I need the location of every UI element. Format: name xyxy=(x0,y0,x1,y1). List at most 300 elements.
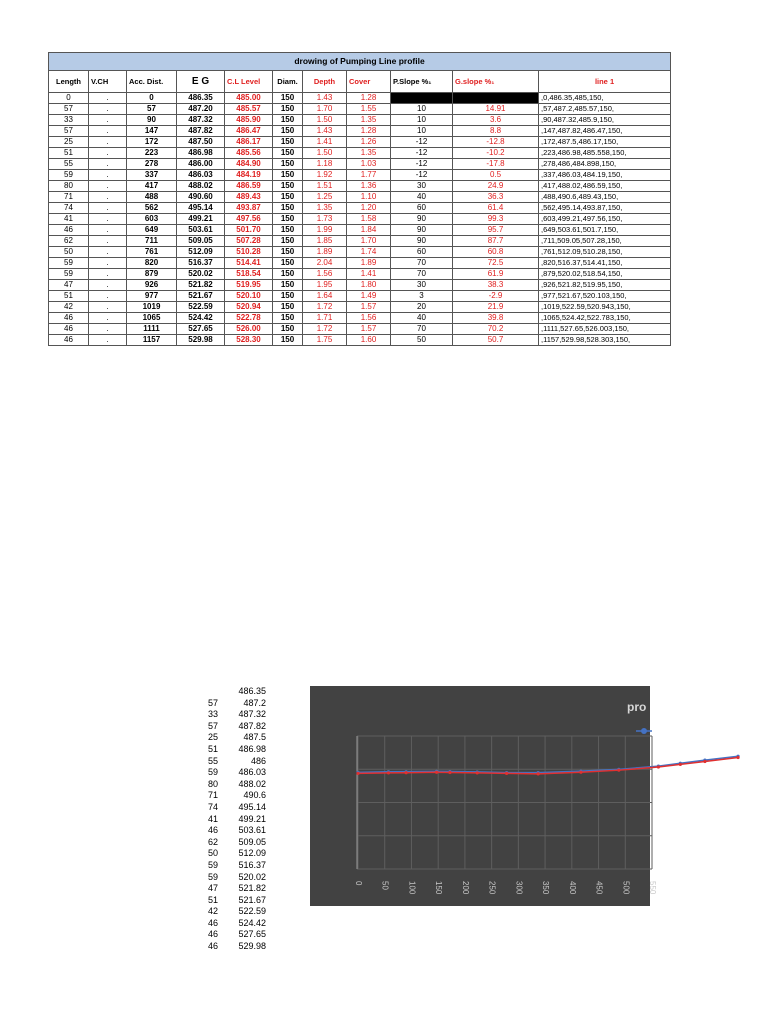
cell-depth[interactable]: 1.43 xyxy=(303,126,347,137)
cell-cover[interactable]: 1.03 xyxy=(347,159,391,170)
cell-length[interactable]: 47 xyxy=(49,280,89,291)
length-value[interactable]: 46 xyxy=(207,929,218,940)
cell-cover[interactable]: 1.56 xyxy=(347,313,391,324)
cell-acc-dist[interactable]: 417 xyxy=(127,181,177,192)
cell-line-1[interactable]: ,562,495.14,493.87,150, xyxy=(539,203,671,214)
cell-acc-dist[interactable]: 603 xyxy=(127,214,177,225)
cell-cover[interactable]: 1.57 xyxy=(347,302,391,313)
cell-eg[interactable]: 486.35 xyxy=(177,93,225,104)
cell-length[interactable]: 59 xyxy=(49,269,89,280)
cell-length[interactable]: 46 xyxy=(49,225,89,236)
cell-acc-dist[interactable]: 820 xyxy=(127,258,177,269)
cell-diam[interactable]: 150 xyxy=(273,225,303,236)
cell-length[interactable]: 74 xyxy=(49,203,89,214)
length-value[interactable]: 33 xyxy=(207,709,218,720)
cell-line-1[interactable]: ,1019,522.59,520.943,150, xyxy=(539,302,671,313)
cell-line-1[interactable]: ,278,486,484.898,150, xyxy=(539,159,671,170)
cell-acc-dist[interactable]: 147 xyxy=(127,126,177,137)
cell-cover[interactable]: 1.58 xyxy=(347,214,391,225)
cell-vch[interactable]: . xyxy=(89,181,127,192)
cell-depth[interactable]: 1.18 xyxy=(303,159,347,170)
cell-length[interactable]: 42 xyxy=(49,302,89,313)
cell-depth[interactable]: 1.41 xyxy=(303,137,347,148)
cell-diam[interactable]: 150 xyxy=(273,93,303,104)
cell-g-slope[interactable]: 0.5 xyxy=(453,170,539,181)
cell-vch[interactable]: . xyxy=(89,291,127,302)
length-value[interactable]: 46 xyxy=(207,825,218,836)
length-value[interactable]: 62 xyxy=(207,836,218,847)
cell-g-slope[interactable]: 8.8 xyxy=(453,126,539,137)
cell-eg[interactable]: 522.59 xyxy=(177,302,225,313)
cell-g-slope[interactable]: 95.7 xyxy=(453,225,539,236)
cell-p-slope[interactable]: 60 xyxy=(391,247,453,258)
cell-eg[interactable]: 499.21 xyxy=(177,214,225,225)
cell-p-slope[interactable]: -12 xyxy=(391,170,453,181)
cell-g-slope[interactable]: 61.9 xyxy=(453,269,539,280)
length-value[interactable]: 51 xyxy=(207,894,218,905)
cell-depth[interactable]: 1.89 xyxy=(303,247,347,258)
cell-diam[interactable]: 150 xyxy=(273,115,303,126)
cell-g-slope[interactable]: 72.5 xyxy=(453,258,539,269)
cell-length[interactable]: 51 xyxy=(49,148,89,159)
header-acc-dist[interactable]: Acc. Dist. xyxy=(127,71,177,93)
cell-diam[interactable]: 150 xyxy=(273,203,303,214)
cell-line-1[interactable]: ,879,520.02,518.54,150, xyxy=(539,269,671,280)
length-value[interactable]: 55 xyxy=(207,755,218,766)
cell-vch[interactable]: . xyxy=(89,214,127,225)
elevation-value[interactable]: 487.5 xyxy=(243,732,266,743)
cell-cover[interactable]: 1.89 xyxy=(347,258,391,269)
cell-vch[interactable]: . xyxy=(89,247,127,258)
cell-diam[interactable]: 150 xyxy=(273,335,303,346)
cell-length[interactable]: 0 xyxy=(49,93,89,104)
cell-eg[interactable]: 524.42 xyxy=(177,313,225,324)
cell-eg[interactable]: 529.98 xyxy=(177,335,225,346)
header-p-slope[interactable]: P.Slope %₁ xyxy=(391,71,453,93)
cell-g-slope[interactable]: 21.9 xyxy=(453,302,539,313)
cell-line-1[interactable]: ,977,521.67,520.103,150, xyxy=(539,291,671,302)
cell-eg[interactable]: 487.50 xyxy=(177,137,225,148)
cell-depth[interactable]: 1.72 xyxy=(303,302,347,313)
cell-length[interactable]: 41 xyxy=(49,214,89,225)
cell-depth[interactable]: 1.50 xyxy=(303,148,347,159)
cell-acc-dist[interactable]: 761 xyxy=(127,247,177,258)
cell-cover[interactable]: 1.57 xyxy=(347,324,391,335)
cell-eg[interactable]: 509.05 xyxy=(177,236,225,247)
cell-length[interactable]: 46 xyxy=(49,335,89,346)
elevation-value[interactable]: 527.65 xyxy=(238,929,266,940)
cell-cl-level[interactable]: 501.70 xyxy=(225,225,273,236)
cell-acc-dist[interactable]: 90 xyxy=(127,115,177,126)
cell-g-slope[interactable]: 36.3 xyxy=(453,192,539,203)
elevation-value[interactable]: 486.03 xyxy=(238,767,266,778)
cell-length[interactable]: 71 xyxy=(49,192,89,203)
cell-vch[interactable]: . xyxy=(89,203,127,214)
elevation-value[interactable]: 521.82 xyxy=(238,883,266,894)
cell-depth[interactable]: 1.72 xyxy=(303,324,347,335)
cell-depth[interactable]: 1.95 xyxy=(303,280,347,291)
cell-cl-level[interactable]: 520.94 xyxy=(225,302,273,313)
cell-p-slope[interactable]: 30 xyxy=(391,181,453,192)
elevation-value[interactable]: 520.02 xyxy=(238,871,266,882)
cell-cover[interactable]: 1.49 xyxy=(347,291,391,302)
cell-depth[interactable]: 1.56 xyxy=(303,269,347,280)
elevation-value[interactable]: 486.35 xyxy=(238,686,266,696)
cell-cover[interactable]: 1.70 xyxy=(347,236,391,247)
cell-cl-level[interactable]: 484.19 xyxy=(225,170,273,181)
cell-vch[interactable]: . xyxy=(89,93,127,104)
elevation-value[interactable]: 524.42 xyxy=(238,917,266,928)
cell-p-slope[interactable]: -12 xyxy=(391,148,453,159)
cell-acc-dist[interactable]: 1157 xyxy=(127,335,177,346)
cell-line-1[interactable]: ,488,490.6,489.43,150, xyxy=(539,192,671,203)
elevation-value[interactable]: 503.61 xyxy=(238,825,266,836)
cell-acc-dist[interactable]: 57 xyxy=(127,104,177,115)
cell-cl-level[interactable]: 528.30 xyxy=(225,335,273,346)
cell-depth[interactable]: 1.92 xyxy=(303,170,347,181)
cell-cl-level[interactable]: 522.78 xyxy=(225,313,273,324)
cell-cover[interactable]: 1.35 xyxy=(347,148,391,159)
header-eg[interactable]: E G xyxy=(177,71,225,93)
cell-g-slope[interactable]: -10.2 xyxy=(453,148,539,159)
cell-depth[interactable]: 1.75 xyxy=(303,335,347,346)
cell-g-slope[interactable]: 50.7 xyxy=(453,335,539,346)
cell-p-slope[interactable]: 90 xyxy=(391,225,453,236)
cell-depth[interactable]: 2.04 xyxy=(303,258,347,269)
cell-line-1[interactable]: ,57,487.2,485.57,150, xyxy=(539,104,671,115)
header-length[interactable]: Length xyxy=(49,71,89,93)
cell-diam[interactable]: 150 xyxy=(273,258,303,269)
cell-line-1[interactable]: ,649,503.61,501.7,150, xyxy=(539,225,671,236)
cell-p-slope[interactable]: 90 xyxy=(391,214,453,225)
cell-cover[interactable]: 1.10 xyxy=(347,192,391,203)
cell-diam[interactable]: 150 xyxy=(273,159,303,170)
cell-vch[interactable]: . xyxy=(89,126,127,137)
cell-vch[interactable]: . xyxy=(89,236,127,247)
cell-cl-level[interactable]: 519.95 xyxy=(225,280,273,291)
cell-cl-level[interactable]: 514.41 xyxy=(225,258,273,269)
length-value[interactable]: 59 xyxy=(207,871,218,882)
cell-acc-dist[interactable]: 977 xyxy=(127,291,177,302)
cell-p-slope[interactable]: 40 xyxy=(391,313,453,324)
cell-length[interactable]: 51 xyxy=(49,291,89,302)
cell-depth[interactable]: 1.25 xyxy=(303,192,347,203)
length-value[interactable]: 80 xyxy=(207,778,218,789)
cell-line-1[interactable]: ,172,487.5,486.17,150, xyxy=(539,137,671,148)
cell-g-slope[interactable]: -2.9 xyxy=(453,291,539,302)
cell-acc-dist[interactable]: 879 xyxy=(127,269,177,280)
cell-eg[interactable]: 495.14 xyxy=(177,203,225,214)
cell-length[interactable]: 57 xyxy=(49,126,89,137)
cell-vch[interactable]: . xyxy=(89,192,127,203)
cell-g-slope[interactable]: 60.8 xyxy=(453,247,539,258)
length-value[interactable]: 25 xyxy=(207,732,218,743)
cell-diam[interactable]: 150 xyxy=(273,104,303,115)
cell-vch[interactable]: . xyxy=(89,313,127,324)
cell-p-slope[interactable]: 70 xyxy=(391,258,453,269)
cell-eg[interactable]: 487.20 xyxy=(177,104,225,115)
header-cover[interactable]: Cover xyxy=(347,71,391,93)
cell-depth[interactable]: 1.64 xyxy=(303,291,347,302)
cell-g-slope[interactable]: 3.6 xyxy=(453,115,539,126)
cell-eg[interactable]: 486.98 xyxy=(177,148,225,159)
cell-depth[interactable]: 1.70 xyxy=(303,104,347,115)
cell-eg[interactable]: 521.67 xyxy=(177,291,225,302)
cell-diam[interactable]: 150 xyxy=(273,313,303,324)
cell-diam[interactable]: 150 xyxy=(273,302,303,313)
length-value[interactable]: 50 xyxy=(207,848,218,859)
header-depth[interactable]: Depth xyxy=(303,71,347,93)
cell-length[interactable]: 46 xyxy=(49,313,89,324)
cell-cover[interactable]: 1.36 xyxy=(347,181,391,192)
cell-length[interactable]: 59 xyxy=(49,258,89,269)
length-value[interactable]: 47 xyxy=(207,883,218,894)
cell-line-1[interactable]: ,761,512.09,510.28,150, xyxy=(539,247,671,258)
cell-line-1[interactable]: ,711,509.05,507.28,150, xyxy=(539,236,671,247)
length-value[interactable]: 42 xyxy=(207,906,218,917)
cell-vch[interactable]: . xyxy=(89,280,127,291)
cell-length[interactable]: 57 xyxy=(49,104,89,115)
cell-depth[interactable]: 1.43 xyxy=(303,93,347,104)
cell-cover[interactable]: 1.28 xyxy=(347,126,391,137)
cell-p-slope[interactable]: 20 xyxy=(391,302,453,313)
length-value[interactable]: 57 xyxy=(207,720,218,731)
header-cl-level[interactable]: C.L Level xyxy=(225,71,273,93)
cell-length[interactable]: 46 xyxy=(49,324,89,335)
cell-eg[interactable]: 527.65 xyxy=(177,324,225,335)
cell-cover[interactable]: 1.77 xyxy=(347,170,391,181)
cell-vch[interactable]: . xyxy=(89,104,127,115)
cell-line-1[interactable]: ,90,487.32,485.9,150, xyxy=(539,115,671,126)
cell-eg[interactable]: 486.03 xyxy=(177,170,225,181)
cell-eg[interactable]: 512.09 xyxy=(177,247,225,258)
cell-p-slope[interactable]: 40 xyxy=(391,192,453,203)
table-title[interactable]: drowing of Pumping Line profile xyxy=(49,53,671,71)
cell-eg[interactable]: 486.00 xyxy=(177,159,225,170)
cell-p-slope[interactable] xyxy=(391,93,453,104)
length-value[interactable]: 59 xyxy=(207,767,218,778)
cell-line-1[interactable]: ,223,486.98,485.558,150, xyxy=(539,148,671,159)
cell-vch[interactable]: . xyxy=(89,302,127,313)
cell-length[interactable]: 55 xyxy=(49,159,89,170)
cell-acc-dist[interactable]: 337 xyxy=(127,170,177,181)
cell-depth[interactable]: 1.85 xyxy=(303,236,347,247)
cell-length[interactable]: 62 xyxy=(49,236,89,247)
cell-g-slope[interactable]: 61.4 xyxy=(453,203,539,214)
cell-cl-level[interactable]: 497.56 xyxy=(225,214,273,225)
cell-depth[interactable]: 1.35 xyxy=(303,203,347,214)
cell-vch[interactable]: . xyxy=(89,225,127,236)
cell-diam[interactable]: 150 xyxy=(273,192,303,203)
cell-depth[interactable]: 1.71 xyxy=(303,313,347,324)
elevation-value[interactable]: 488.02 xyxy=(238,778,266,789)
elevation-value[interactable]: 495.14 xyxy=(238,801,266,812)
cell-acc-dist[interactable]: 1111 xyxy=(127,324,177,335)
cell-line-1[interactable]: ,1065,524.42,522.783,150, xyxy=(539,313,671,324)
cell-cl-level[interactable]: 510.28 xyxy=(225,247,273,258)
elevation-value[interactable]: 529.98 xyxy=(238,941,266,952)
cell-cl-level[interactable]: 507.28 xyxy=(225,236,273,247)
cell-p-slope[interactable]: 10 xyxy=(391,115,453,126)
cell-cover[interactable]: 1.26 xyxy=(347,137,391,148)
cell-line-1[interactable]: ,1157,529.98,528.303,150, xyxy=(539,335,671,346)
cell-acc-dist[interactable]: 926 xyxy=(127,280,177,291)
cell-cl-level[interactable]: 485.90 xyxy=(225,115,273,126)
cell-line-1[interactable]: ,417,488.02,486.59,150, xyxy=(539,181,671,192)
cell-diam[interactable]: 150 xyxy=(273,137,303,148)
cell-cl-level[interactable]: 489.43 xyxy=(225,192,273,203)
cell-cl-level[interactable]: 485.56 xyxy=(225,148,273,159)
cell-acc-dist[interactable]: 223 xyxy=(127,148,177,159)
cell-depth[interactable]: 1.51 xyxy=(303,181,347,192)
cell-depth[interactable]: 1.73 xyxy=(303,214,347,225)
elevation-value[interactable]: 486.98 xyxy=(238,743,266,754)
cell-eg[interactable]: 488.02 xyxy=(177,181,225,192)
length-value[interactable]: 51 xyxy=(207,743,218,754)
cell-acc-dist[interactable]: 0 xyxy=(127,93,177,104)
cell-acc-dist[interactable]: 172 xyxy=(127,137,177,148)
length-value[interactable]: 46 xyxy=(207,941,218,952)
elevation-value[interactable]: 487.82 xyxy=(238,720,266,731)
cell-p-slope[interactable]: -12 xyxy=(391,137,453,148)
cell-acc-dist[interactable]: 488 xyxy=(127,192,177,203)
cell-depth[interactable]: 1.99 xyxy=(303,225,347,236)
cell-diam[interactable]: 150 xyxy=(273,247,303,258)
cell-cl-level[interactable]: 485.00 xyxy=(225,93,273,104)
cell-cl-level[interactable]: 526.00 xyxy=(225,324,273,335)
cell-cover[interactable]: 1.60 xyxy=(347,335,391,346)
cell-g-slope[interactable]: -12.8 xyxy=(453,137,539,148)
elevation-value[interactable]: 512.09 xyxy=(238,848,266,859)
cell-cl-level[interactable]: 520.10 xyxy=(225,291,273,302)
cell-length[interactable]: 33 xyxy=(49,115,89,126)
cell-cl-level[interactable]: 484.90 xyxy=(225,159,273,170)
cell-cover[interactable]: 1.55 xyxy=(347,104,391,115)
elevation-value[interactable]: 509.05 xyxy=(238,836,266,847)
cell-vch[interactable]: . xyxy=(89,258,127,269)
cell-p-slope[interactable]: 70 xyxy=(391,324,453,335)
cell-p-slope[interactable]: 30 xyxy=(391,280,453,291)
cell-diam[interactable]: 150 xyxy=(273,324,303,335)
cell-g-slope[interactable]: 24.9 xyxy=(453,181,539,192)
cell-length[interactable]: 59 xyxy=(49,170,89,181)
cell-cover[interactable]: 1.84 xyxy=(347,225,391,236)
cell-cover[interactable]: 1.28 xyxy=(347,93,391,104)
cell-line-1[interactable]: ,337,486.03,484.19,150, xyxy=(539,170,671,181)
length-value[interactable]: 59 xyxy=(207,859,218,870)
cell-diam[interactable]: 150 xyxy=(273,214,303,225)
cell-eg[interactable]: 503.61 xyxy=(177,225,225,236)
cell-line-1[interactable]: ,926,521.82,519.95,150, xyxy=(539,280,671,291)
cell-cover[interactable]: 1.74 xyxy=(347,247,391,258)
length-value[interactable]: 41 xyxy=(207,813,218,824)
cell-acc-dist[interactable]: 562 xyxy=(127,203,177,214)
length-value[interactable]: 46 xyxy=(207,917,218,928)
cell-cover[interactable]: 1.80 xyxy=(347,280,391,291)
cell-eg[interactable]: 487.32 xyxy=(177,115,225,126)
cell-eg[interactable]: 520.02 xyxy=(177,269,225,280)
elevation-value[interactable]: 521.67 xyxy=(238,894,266,905)
cell-length[interactable]: 50 xyxy=(49,247,89,258)
cell-depth[interactable]: 1.50 xyxy=(303,115,347,126)
cell-cl-level[interactable]: 486.17 xyxy=(225,137,273,148)
cell-g-slope[interactable]: 87.7 xyxy=(453,236,539,247)
cell-p-slope[interactable]: 90 xyxy=(391,236,453,247)
cell-vch[interactable]: . xyxy=(89,269,127,280)
cell-diam[interactable]: 150 xyxy=(273,280,303,291)
cell-p-slope[interactable]: -12 xyxy=(391,159,453,170)
cell-p-slope[interactable]: 60 xyxy=(391,203,453,214)
elevation-value[interactable]: 486 xyxy=(250,755,266,766)
cell-vch[interactable]: . xyxy=(89,137,127,148)
cell-diam[interactable]: 150 xyxy=(273,291,303,302)
cell-diam[interactable]: 150 xyxy=(273,170,303,181)
elevation-value[interactable]: 522.59 xyxy=(238,906,266,917)
cell-length[interactable]: 25 xyxy=(49,137,89,148)
header-diam[interactable]: Diam. xyxy=(273,71,303,93)
cell-eg[interactable]: 521.82 xyxy=(177,280,225,291)
cell-vch[interactable]: . xyxy=(89,170,127,181)
length-value[interactable] xyxy=(196,686,218,698)
cell-cl-level[interactable]: 485.57 xyxy=(225,104,273,115)
cell-acc-dist[interactable]: 649 xyxy=(127,225,177,236)
cell-acc-dist[interactable]: 1065 xyxy=(127,313,177,324)
cell-line-1[interactable]: ,1111,527.65,526.003,150, xyxy=(539,324,671,335)
cell-cl-level[interactable]: 486.59 xyxy=(225,181,273,192)
cell-vch[interactable]: . xyxy=(89,115,127,126)
cell-cl-level[interactable]: 486.47 xyxy=(225,126,273,137)
cell-g-slope[interactable]: 14.91 xyxy=(453,104,539,115)
cell-acc-dist[interactable]: 711 xyxy=(127,236,177,247)
cell-diam[interactable]: 150 xyxy=(273,269,303,280)
cell-acc-dist[interactable]: 1019 xyxy=(127,302,177,313)
header-line-1[interactable]: line 1 xyxy=(539,71,671,93)
header-vch[interactable]: V.CH xyxy=(89,71,127,93)
cell-diam[interactable]: 150 xyxy=(273,126,303,137)
cell-cover[interactable]: 1.20 xyxy=(347,203,391,214)
cell-cover[interactable]: 1.35 xyxy=(347,115,391,126)
cell-length[interactable]: 80 xyxy=(49,181,89,192)
cell-line-1[interactable]: ,603,499.21,497.56,150, xyxy=(539,214,671,225)
cell-eg[interactable]: 490.60 xyxy=(177,192,225,203)
cell-diam[interactable]: 150 xyxy=(273,148,303,159)
elevation-value[interactable]: 487.32 xyxy=(238,709,266,720)
elevation-value[interactable]: 487.2 xyxy=(243,697,266,708)
header-g-slope[interactable]: G.slope %₁ xyxy=(453,71,539,93)
cell-acc-dist[interactable]: 278 xyxy=(127,159,177,170)
cell-g-slope[interactable]: 38.3 xyxy=(453,280,539,291)
cell-p-slope[interactable]: 70 xyxy=(391,269,453,280)
cell-p-slope[interactable]: 10 xyxy=(391,126,453,137)
cell-vch[interactable]: . xyxy=(89,159,127,170)
cell-diam[interactable]: 150 xyxy=(273,181,303,192)
cell-p-slope[interactable]: 50 xyxy=(391,335,453,346)
cell-cover[interactable]: 1.41 xyxy=(347,269,391,280)
cell-vch[interactable]: . xyxy=(89,324,127,335)
cell-diam[interactable]: 150 xyxy=(273,236,303,247)
cell-cl-level[interactable]: 518.54 xyxy=(225,269,273,280)
length-value[interactable]: 71 xyxy=(207,790,218,801)
elevation-value[interactable]: 516.37 xyxy=(238,859,266,870)
length-value[interactable]: 57 xyxy=(207,697,218,708)
cell-g-slope[interactable]: -17.8 xyxy=(453,159,539,170)
cell-line-1[interactable]: ,147,487.82,486.47,150, xyxy=(539,126,671,137)
cell-g-slope[interactable]: 99.3 xyxy=(453,214,539,225)
cell-eg[interactable]: 516.37 xyxy=(177,258,225,269)
cell-line-1[interactable]: ,0,486.35,485,150, xyxy=(539,93,671,104)
cell-g-slope[interactable]: 70.2 xyxy=(453,324,539,335)
cell-line-1[interactable]: ,820,516.37,514.41,150, xyxy=(539,258,671,269)
